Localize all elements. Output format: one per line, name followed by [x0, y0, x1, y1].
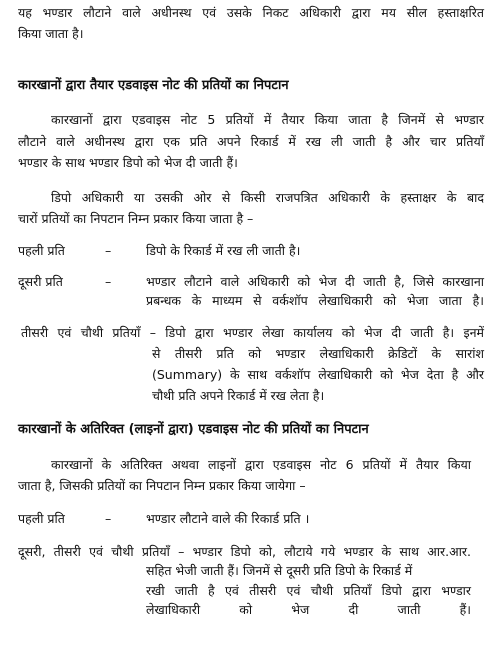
item-label-second-copy: दूसरी प्रति — [18, 274, 63, 289]
item-dash: – — [105, 511, 112, 526]
item-text-second-copy-2: प्रबन्धक के माध्यम से वर्कशॉप लेखाधिकारी को भेजा जाता है। — [146, 293, 484, 308]
item-label-first-copy-2: पहली प्रति — [18, 511, 65, 526]
item-dash: – — [105, 274, 112, 289]
item-2-3-4-line-3: रखी जाती है एवं तीसरी एवं चौथी प्रतियाँ डिपो द्वारा भण्डार — [146, 583, 471, 598]
item-third-fourth-line-2: से तीसरी प्रति को भण्डार लेखाधिकारी क्रेडिटों के सारांश — [152, 346, 484, 361]
item-text-first-copy-2: भण्डार लौटाने वाले की रिकार्ड प्रति । — [146, 511, 310, 526]
s1-para2-line-2: चारों प्रतियों का निपटान निम्न प्रकार किया जाता है – — [18, 211, 254, 226]
intro-line-1: यह भण्डार लौटाने वाले अधीनस्थ एवं उसके निकट अधिकारी द्वारा मय सील हस्ताक्षरित — [18, 5, 484, 20]
intro-line-2: किया जाता है। — [18, 26, 84, 41]
s1-para2-line-1: डिपो अधिकारी या उसकी ओर से किसी राजपत्रित अधिकारी के हस्ताक्षर के बाद — [51, 190, 484, 205]
item-third-fourth-line-4: चौथी प्रति अपने रिकार्ड में रख लेता है। — [152, 388, 325, 403]
section-heading-2: कारखानों के अतिरिक्त (लाइनों द्वारा) एडवाइस नोट की प्रतियों का निपटान — [18, 422, 369, 437]
s1-para1-line-3: भण्डार के साथ भण्डार डिपो को भेज दी जाती हैं। — [18, 155, 238, 170]
item-text-first-copy: डिपो के रिकार्ड में रख ली जाती है। — [146, 243, 301, 258]
section-heading-1: कारखानों द्वारा तैयार एडवाइस नोट की प्रतियों का निपटान — [18, 78, 289, 93]
item-2-3-4-line-4: लेखाधिकारी को भेज दी जाती हैं। — [146, 602, 471, 617]
item-third-fourth-line-1: तीसरी एवं चौथी प्रतियाँ – डिपो द्वारा भण्डार लेखा कार्यालय को भेज दी जाती है। इनमें — [21, 325, 484, 340]
item-2-3-4-line-1: दूसरी, तीसरी एवं चौथी प्रतियाँ – भण्डार डिपो को, लौटाये गये भण्डार के साथ आर.आर. — [18, 544, 471, 559]
s2-para1-line-2: जाता है, जिसकी प्रतियों का निपटान निम्न प्रकार किया जायेगा – — [18, 478, 306, 493]
s1-para1-line-2: लौटाने वाले अधीनस्थ द्वारा एक प्रति अपने रिकार्ड में रख ली जाती है और चार प्रतियाँ — [18, 134, 484, 149]
s2-para1-line-1: कारखानों के अतिरिक्त अथवा लाइनों द्वारा एडवाइस नोट 6 प्रतियों में तैयार किया — [51, 457, 471, 472]
item-third-fourth-line-3: (Summary) के साथ वर्कशॉप लेखाधिकारी को भेज देता है और — [152, 367, 484, 382]
item-label-first-copy: पहली प्रति — [18, 243, 65, 258]
item-2-3-4-line-2: सहित भेजी जाती हैं। जिनमें से दूसरी प्रति डिपो के रिकार्ड में — [146, 563, 413, 578]
item-text-second-copy-1: भण्डार लौटाने वाले अधिकारी को भेज दी जाती है, जिसे कारखाना — [146, 274, 484, 289]
item-dash: – — [105, 243, 112, 258]
s1-para1-line-1: कारखानों द्वारा एडवाइस नोट 5 प्रतियों में तैयार किया जाता है जिनमें से भण्डार — [51, 112, 484, 127]
